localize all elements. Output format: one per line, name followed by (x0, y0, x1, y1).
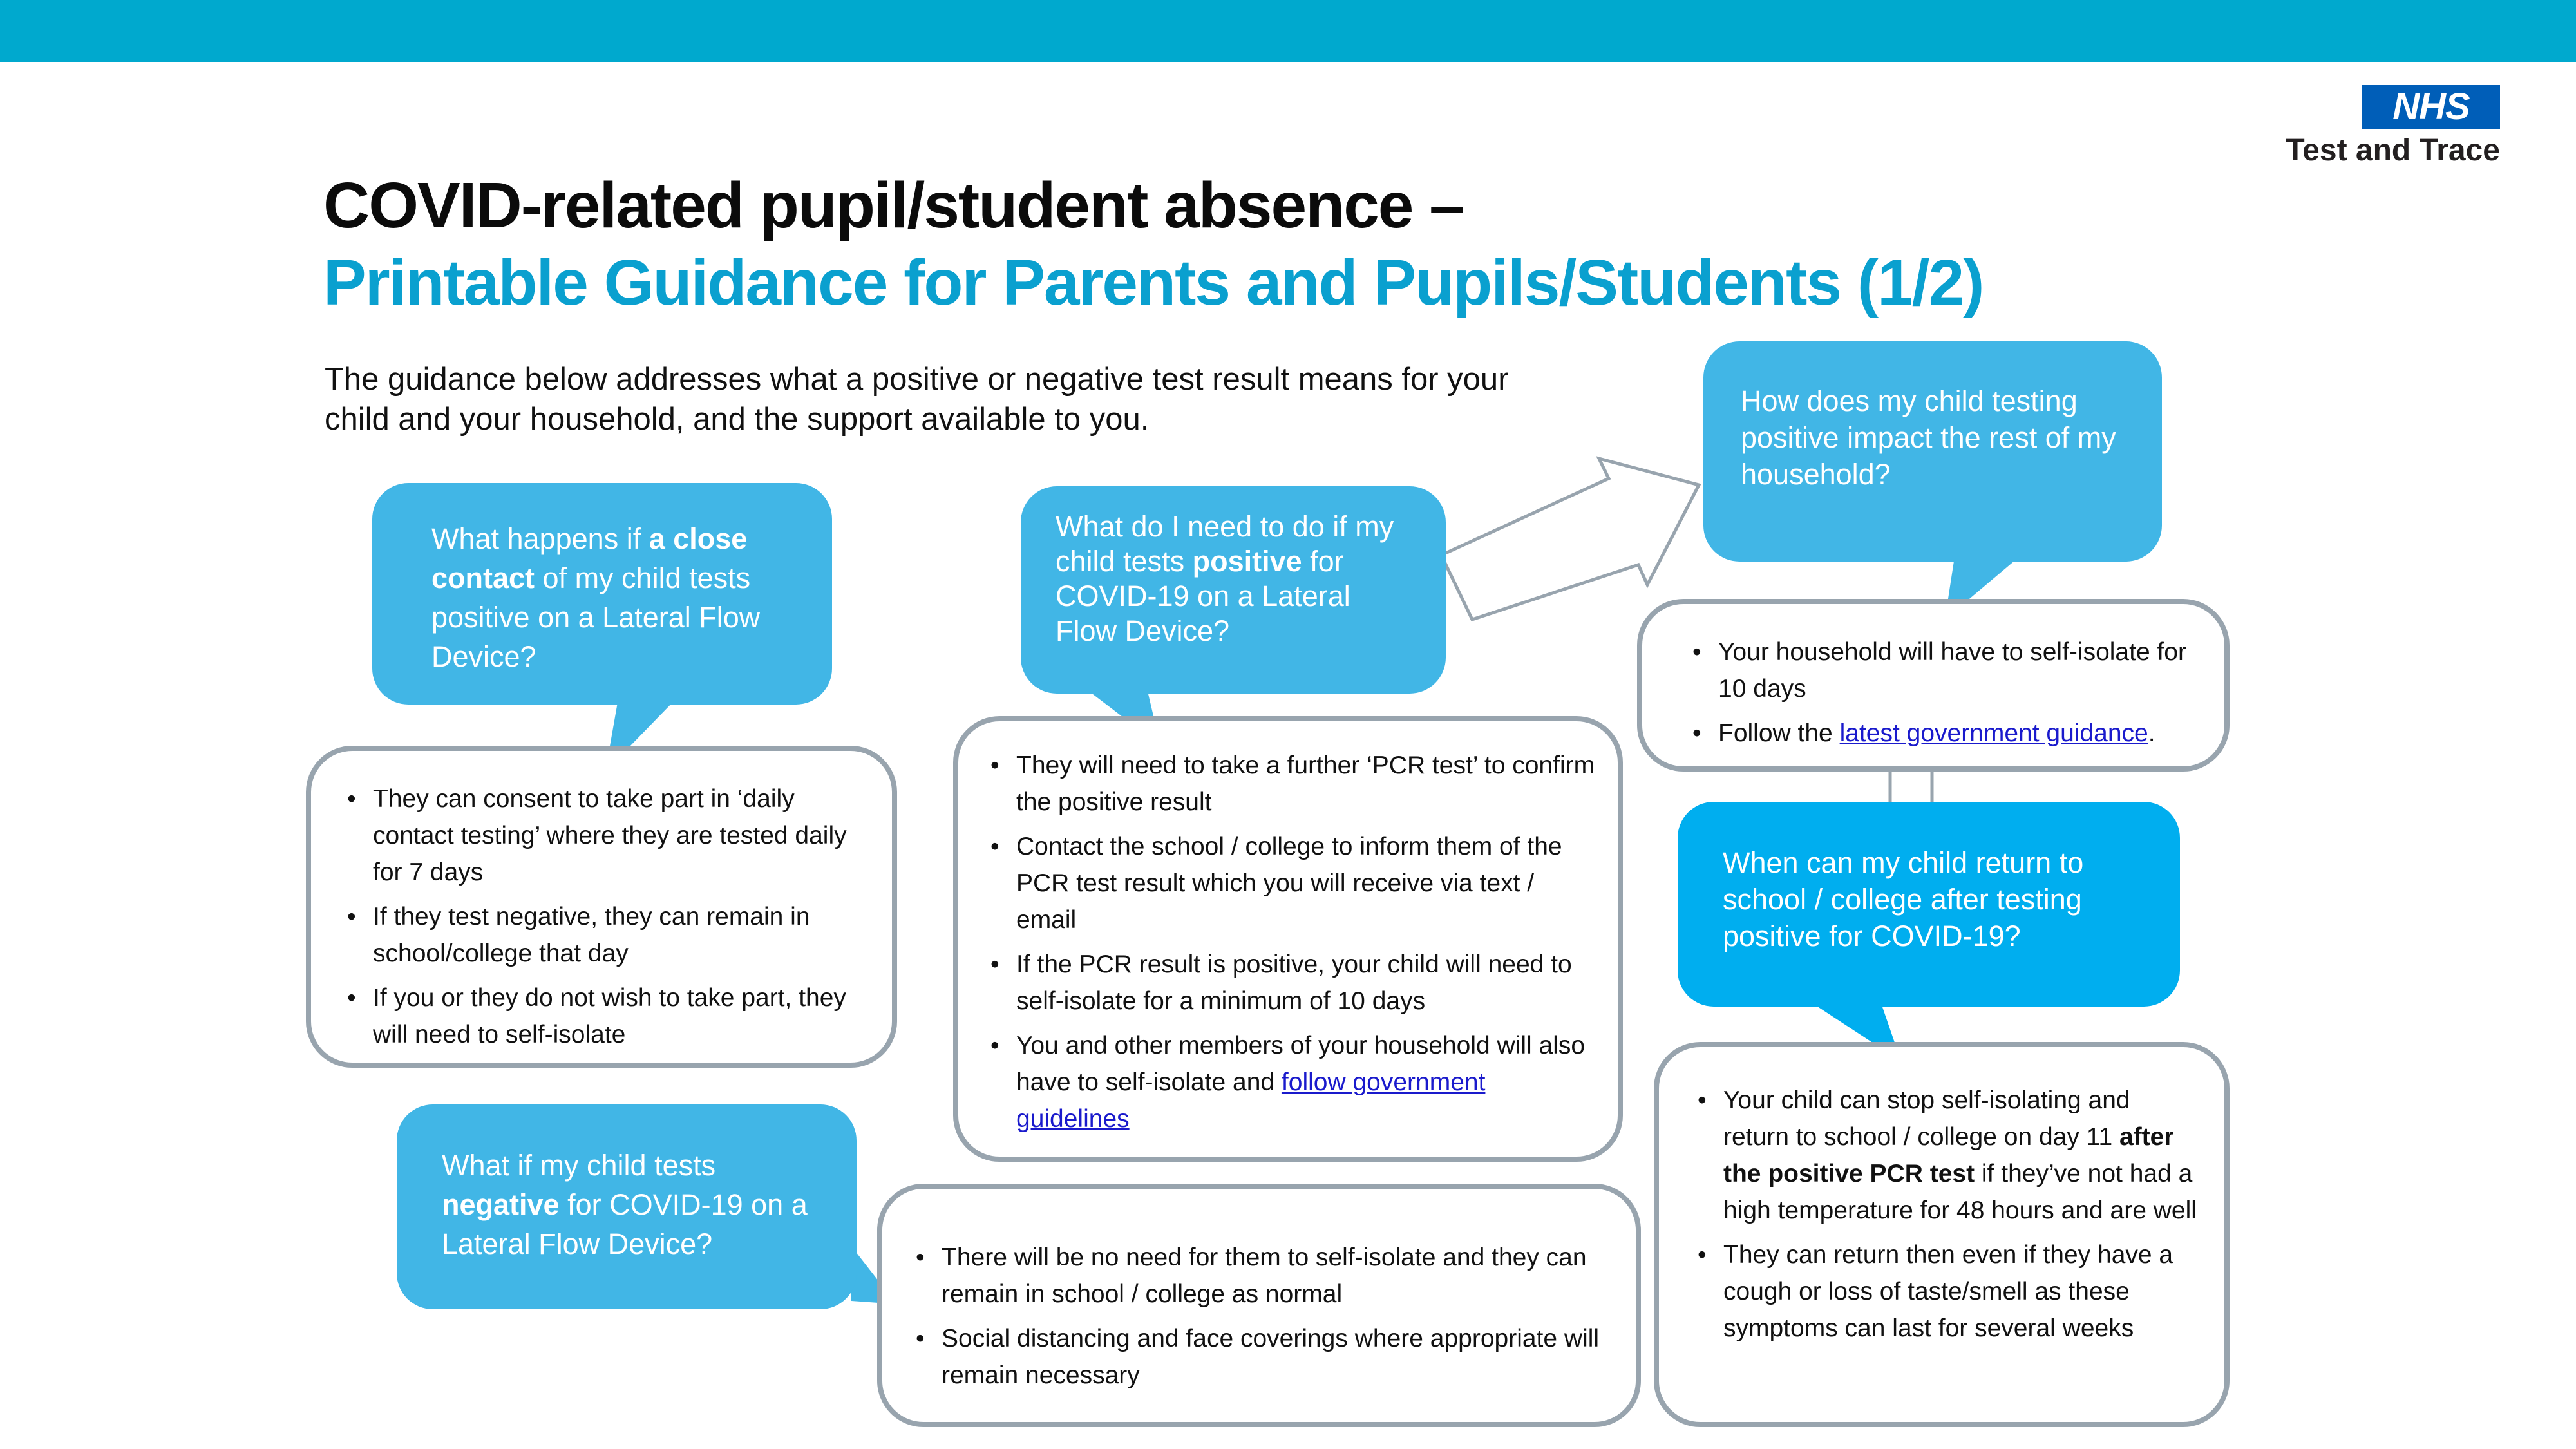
return-bullet1-text-2: if they’ve not had a high temperature for 48 hours and are well (1723, 1160, 2197, 1224)
list-item: • There will be no need for them to self-isolate and they can remain in school / college as normal (916, 1239, 1610, 1312)
list-item (990, 1027, 1596, 1137)
negative-answer-box (877, 1184, 1641, 1427)
nhs-logo-text: NHS (2392, 86, 2470, 128)
positive-question-text-1: What do I need to do if my child tests (1056, 510, 1394, 578)
household-bullet2-end: . (2148, 719, 2155, 747)
follow-government-guidelines-link[interactable]: follow government guidelines (1016, 1068, 1486, 1133)
return-bullet1-text-1: Your child can stop self-isolating and return to school / college on day 11 (1723, 1086, 2130, 1151)
negative-question-bold: negative (442, 1188, 560, 1221)
return-answer-box (1654, 1042, 2230, 1427)
return-bullet1-bold: after the positive PCR test (1723, 1123, 2174, 1188)
list-item: • If the PCR result is positive, your child will need to self-isolate for a minimum of 10 days (990, 946, 1596, 1019)
negative-question-text-2: for COVID-19 on a Lateral Flow Device? (442, 1188, 808, 1260)
nhs-logo (2362, 85, 2500, 129)
close-contact-question-text-2: of my child tests positive on a Lateral Flow Device? (431, 562, 761, 673)
list-item: • They can consent to take part in ‘daily contact testing’ where they are tested daily for 7 days (347, 781, 856, 891)
list-item: • They can return then even if they have a cough or loss of taste/smell as these symptoms can last for several weeks (1698, 1236, 2202, 1347)
list-item: • Contact the school / college to inform them of the PCR test result which you will receive via text / email (990, 828, 1596, 938)
diagonal-arrow-graphic (1441, 459, 1699, 620)
close-contact-question-text-1: What happens if (431, 522, 649, 555)
return-question-text: When can my child return to school / college after testing positive for COVID-19? (1723, 846, 2084, 952)
close-contact-answer-box (306, 746, 897, 1068)
positive-answer-box (953, 716, 1623, 1162)
household-answer-box (1637, 599, 2230, 772)
list-item: • If they test negative, they can remain in school/college that day (347, 898, 856, 972)
negative-question-bubble (397, 1104, 857, 1309)
page-subtitle: Printable Guidance for Parents and Pupils/Students (1/2) (323, 247, 1984, 319)
list-item: • If you or they do not wish to take part, they will need to self-isolate (347, 980, 856, 1053)
page-title: COVID-related pupil/student absence – (323, 169, 1464, 242)
negative-question-text-1: What if my child tests (442, 1149, 716, 1182)
positive-question-bold: positive (1192, 545, 1302, 578)
top-accent-bar (0, 0, 2576, 62)
household-bullet2-text: Follow the (1718, 719, 1840, 747)
intro-text: The guidance below addresses what a positive or negative test result means for your child and your household, and the support available to you. (325, 362, 1509, 437)
list-item: • Social distancing and face coverings where appropriate will remain necessary (916, 1320, 1610, 1394)
positive-last-bullet-text: You and other members of your household will also have to self-isolate and (1016, 1032, 1586, 1096)
nhs-test-and-trace-label: Test and Trace (2286, 133, 2500, 167)
close-contact-question-bubble (372, 483, 832, 705)
list-item (1698, 1082, 2202, 1229)
household-question-bubble (1703, 341, 2162, 562)
close-contact-question-bold: a close contact (431, 522, 748, 594)
latest-government-guidance-link[interactable]: latest government guidance (1839, 719, 2148, 747)
list-item: • They will need to take a further ‘PCR test’ to confirm the positive result (990, 747, 1596, 820)
list-item (1692, 715, 2205, 752)
list-item: • Your household will have to self-isolate for 10 days (1692, 634, 2205, 707)
positive-question-text-2: for COVID-19 on a Lateral Flow Device? (1056, 545, 1350, 647)
household-question-text: How does my child testing positive impact the rest of my household? (1741, 384, 2116, 491)
return-question-bubble (1678, 802, 2180, 1007)
positive-question-bubble (1021, 486, 1446, 694)
